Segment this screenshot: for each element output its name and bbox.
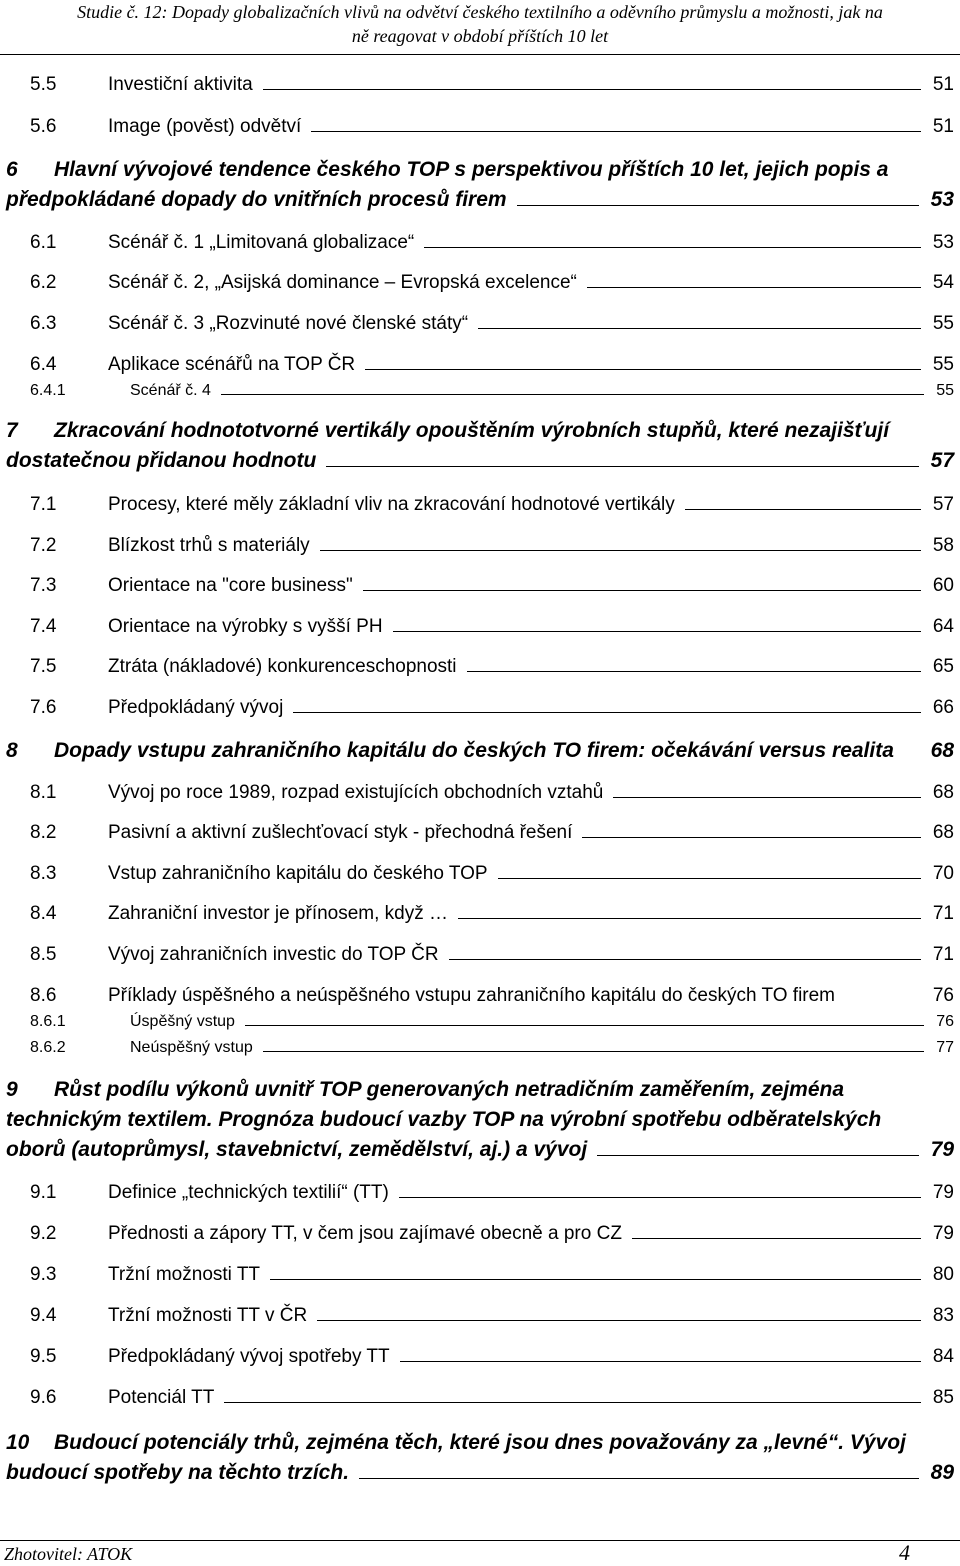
toc-entry-9-3[interactable] xyxy=(6,1264,954,1286)
toc-number: 5.6 xyxy=(30,116,57,137)
toc-number: 8.6 xyxy=(30,985,57,1006)
toc-page: 65 xyxy=(932,656,954,677)
toc-entry-9-4[interactable] xyxy=(6,1305,954,1327)
toc-page: 76 xyxy=(936,1013,954,1030)
toc-number: 6.3 xyxy=(30,313,57,334)
toc-entry-7-4[interactable] xyxy=(6,616,954,638)
toc-page: 76 xyxy=(932,985,954,1006)
toc-entry-8-6-2[interactable] xyxy=(6,1039,954,1057)
leader-line xyxy=(320,549,921,551)
toc-number: 9.4 xyxy=(30,1305,57,1326)
leader-line xyxy=(326,465,918,467)
toc-title: Scénář č. 2, „Asijská dominance – Evropská excelence“ xyxy=(108,272,577,293)
toc-number: 8.5 xyxy=(30,944,57,965)
toc-entry-8-1[interactable] xyxy=(6,782,954,804)
toc-page: 83 xyxy=(932,1305,954,1326)
toc-title: Zahraniční investor je přínosem, když … xyxy=(108,903,449,924)
toc-number: 7.1 xyxy=(30,494,57,515)
toc-title-cont: dostatečnou přidanou hodnotu xyxy=(6,449,317,472)
toc-title: Růst podílu výkonů uvnitř TOP generovaných netradičním zaměřením, zejména xyxy=(54,1078,845,1101)
leader-line xyxy=(263,1050,924,1052)
toc-page: 68 xyxy=(930,739,954,762)
toc-entry-6-2[interactable] xyxy=(6,272,954,294)
leader-line xyxy=(293,711,921,713)
toc-number: 7.5 xyxy=(30,656,57,677)
toc-title: Orientace na výrobky s vyšší PH xyxy=(108,616,383,637)
toc-chapter-8[interactable] xyxy=(6,736,954,766)
toc-title: Investiční aktivita xyxy=(108,74,253,95)
leader-line xyxy=(400,1360,921,1362)
toc-title: Příklady úspěšného a neúspěšného vstupu zahraničního kapitálu do českých TO firem xyxy=(108,985,836,1006)
toc-title-cont: oborů (autoprůmysl, stavebnictví, zemědělství, aj.) a vývoj xyxy=(6,1138,588,1161)
leader-line xyxy=(270,1278,921,1280)
toc-title: Scénář č. 4 xyxy=(130,382,211,399)
toc-entry-5-5[interactable] xyxy=(6,74,954,96)
toc-title: Tržní možnosti TT xyxy=(108,1264,261,1285)
toc-entry-8-2[interactable] xyxy=(6,822,954,844)
leader-line xyxy=(449,958,921,960)
toc-title: Scénář č. 1 „Limitovaná globalizace“ xyxy=(108,232,415,253)
toc-title: Scénář č. 3 „Rozvinuté nové členské státy“ xyxy=(108,313,469,334)
toc-title: Předpokládaný vývoj xyxy=(108,697,284,718)
toc-number: 9.3 xyxy=(30,1264,57,1285)
toc-page: 79 xyxy=(932,1223,954,1244)
toc-chapter-7[interactable] xyxy=(6,416,954,476)
toc-entry-9-1[interactable] xyxy=(6,1182,954,1204)
toc-chapter-9[interactable] xyxy=(6,1075,954,1165)
toc-number: 9.1 xyxy=(30,1182,57,1203)
toc-title: Vstup zahraničního kapitálu do českého TOP xyxy=(108,863,488,884)
toc-page: 57 xyxy=(932,494,954,515)
leader-line xyxy=(613,796,921,798)
toc-page: 55 xyxy=(936,382,954,399)
toc-title: Blízkost trhů s materiály xyxy=(108,535,310,556)
toc-page: 53 xyxy=(930,188,954,211)
toc-page: 89 xyxy=(930,1461,954,1484)
toc-title: Budoucí potenciály trhů, zejména těch, které jsou dnes považovány za „levné“. Vývoj xyxy=(54,1431,906,1454)
toc-page: 51 xyxy=(932,74,954,95)
leader-line xyxy=(467,670,921,672)
toc-entry-8-4[interactable] xyxy=(6,903,954,925)
toc-title: Orientace na "core business" xyxy=(108,575,353,596)
leader-line xyxy=(632,1237,921,1239)
leader-line xyxy=(221,393,924,395)
toc-number: 9 xyxy=(6,1078,18,1101)
leader-line xyxy=(363,589,921,591)
toc-title: Definice „technických textilií“ (TT) xyxy=(108,1182,389,1203)
toc-number: 8.4 xyxy=(30,903,57,924)
leader-line xyxy=(498,877,921,879)
leader-line xyxy=(393,630,921,632)
toc-entry-5-6[interactable] xyxy=(6,116,954,138)
toc-page: 54 xyxy=(932,272,954,293)
leader-line xyxy=(245,1024,924,1026)
header-line-1: Studie č. 12: Dopady globalizačních vlivů na odvětví českého textilního a oděvního průmyslu a možnosti, jak na xyxy=(77,2,883,22)
toc-title: Dopady vstupu zahraničního kapitálu do českých TO firem: očekávání versus realita xyxy=(54,739,894,762)
toc-entry-6-3[interactable] xyxy=(6,313,954,335)
toc-title: Vývoj zahraničních investic do TOP ČR xyxy=(108,944,439,965)
toc-entry-8-3[interactable] xyxy=(6,863,954,885)
footer-author: Zhotovitel: ATOK xyxy=(4,1544,133,1564)
toc-page: 70 xyxy=(932,863,954,884)
toc-number: 6.1 xyxy=(30,232,57,253)
toc-page: 68 xyxy=(932,782,954,803)
toc-number: 5.5 xyxy=(30,74,57,95)
leader-line xyxy=(582,836,920,838)
leader-line xyxy=(317,1319,921,1321)
footer-divider xyxy=(0,1540,960,1541)
leader-line xyxy=(424,246,921,248)
toc-page: 53 xyxy=(932,232,954,253)
toc-number: 7 xyxy=(6,419,18,442)
toc-number: 8.1 xyxy=(30,782,57,803)
toc-entry-9-2[interactable] xyxy=(6,1223,954,1245)
toc-number: 8.2 xyxy=(30,822,57,843)
toc-entry-6-4-1[interactable] xyxy=(6,382,954,400)
toc-number: 10 xyxy=(6,1431,30,1454)
toc-title: Přednosti a zápory TT, v čem jsou zajímavé obecně a pro CZ xyxy=(108,1223,622,1244)
toc-entry-7-2[interactable] xyxy=(6,535,954,557)
toc-number: 7.3 xyxy=(30,575,57,596)
toc-page: 57 xyxy=(930,449,954,472)
toc-title: Zkracování hodnototvorné vertikály opouštěním výrobních stupňů, které nezajišťují xyxy=(54,419,890,442)
toc-page: 71 xyxy=(932,944,954,965)
toc-number: 9.2 xyxy=(30,1223,57,1244)
page-number: 4 xyxy=(899,1540,910,1565)
header-line-2: ně reagovat v období příštích 10 let xyxy=(351,26,609,46)
toc-entry-6-4[interactable] xyxy=(6,354,954,376)
toc-page: 80 xyxy=(932,1264,954,1285)
toc-title: Neúspěšný vstup xyxy=(130,1039,253,1056)
toc-title-cont: technickým textilem. Prognóza budoucí vazby TOP na výrobní spotřebu odběratelských xyxy=(6,1108,882,1131)
toc-page: 60 xyxy=(932,575,954,596)
leader-line xyxy=(517,204,919,206)
leader-line xyxy=(263,88,921,90)
toc-page: 68 xyxy=(932,822,954,843)
leader-line xyxy=(359,1477,919,1479)
leader-line xyxy=(587,286,921,288)
leader-line xyxy=(458,917,921,919)
toc-title: Hlavní vývojové tendence českého TOP s perspektivou příštích 10 let, jejich popis a xyxy=(54,158,889,181)
toc-number: 6 xyxy=(6,158,18,181)
toc-number: 9.5 xyxy=(30,1346,57,1367)
leader-line xyxy=(597,1154,918,1156)
toc-entry-9-6[interactable] xyxy=(6,1387,954,1409)
toc-title: Ztráta (nákladové) konkurenceschopnosti xyxy=(108,656,457,677)
toc-entry-7-6[interactable] xyxy=(6,697,954,719)
toc-page: 71 xyxy=(932,903,954,924)
toc-title: Potenciál TT xyxy=(108,1387,215,1408)
toc-number: 6.4 xyxy=(30,354,57,375)
leader-line xyxy=(224,1401,921,1403)
toc-entry-9-5[interactable] xyxy=(6,1346,954,1368)
toc-page: 84 xyxy=(932,1346,954,1367)
toc-entry-7-1[interactable] xyxy=(6,494,954,516)
toc-title: Vývoj po roce 1989, rozpad existujících obchodních vztahů xyxy=(108,782,604,803)
toc-page: 64 xyxy=(932,616,954,637)
toc-number: 9.6 xyxy=(30,1387,57,1408)
toc-page: 79 xyxy=(932,1182,954,1203)
toc-page: 79 xyxy=(930,1138,954,1161)
toc-entry-7-3[interactable] xyxy=(6,575,954,597)
toc-number: 8.3 xyxy=(30,863,57,884)
toc-title: Pasivní a aktivní zušlechťovací styk - přechodná řešení xyxy=(108,822,573,843)
toc-title: Úspěšný vstup xyxy=(130,1013,235,1030)
leader-line xyxy=(478,327,921,329)
toc-entry-7-5[interactable] xyxy=(6,656,954,678)
toc-chapter-6[interactable] xyxy=(6,155,954,215)
toc-title: Image (pověst) odvětví xyxy=(108,116,302,137)
toc-number: 7.4 xyxy=(30,616,57,637)
toc-number: 7.6 xyxy=(30,697,57,718)
toc-page: 51 xyxy=(932,116,954,137)
toc-number: 8 xyxy=(6,739,18,762)
toc-title: Předpokládaný vývoj spotřeby TT xyxy=(108,1346,390,1367)
toc-number: 6.2 xyxy=(30,272,57,293)
toc-entry-8-6-1[interactable] xyxy=(6,1013,954,1031)
toc-page: 58 xyxy=(932,535,954,556)
leader-line xyxy=(311,130,921,132)
toc-entry-8-5[interactable] xyxy=(6,944,954,966)
toc-title: Aplikace scénářů na TOP ČR xyxy=(108,354,356,375)
leader-line xyxy=(399,1196,921,1198)
toc-number: 6.4.1 xyxy=(30,382,66,399)
toc-number: 7.2 xyxy=(30,535,57,556)
leader-line xyxy=(365,368,921,370)
leader-line xyxy=(685,508,921,510)
toc-chapter-10[interactable] xyxy=(6,1428,954,1488)
toc-number: 8.6.2 xyxy=(30,1039,66,1056)
toc-page: 66 xyxy=(932,697,954,718)
toc-page: 55 xyxy=(932,313,954,334)
toc-entry-8-6[interactable] xyxy=(6,985,954,1007)
toc-number: 8.6.1 xyxy=(30,1013,66,1030)
toc-entry-6-1[interactable] xyxy=(6,232,954,254)
toc-page: 55 xyxy=(932,354,954,375)
toc-page: 85 xyxy=(932,1387,954,1408)
toc-title-cont: předpokládané dopady do vnitřních procesů firem xyxy=(6,188,507,211)
toc-title: Procesy, které měly základní vliv na zkracování hodnotové vertikály xyxy=(108,494,675,515)
toc-page: 77 xyxy=(936,1039,954,1056)
toc-title: Tržní možnosti TT v ČR xyxy=(108,1305,308,1326)
toc-title-cont: budoucí spotřeby na těchto trzích. xyxy=(6,1461,350,1484)
